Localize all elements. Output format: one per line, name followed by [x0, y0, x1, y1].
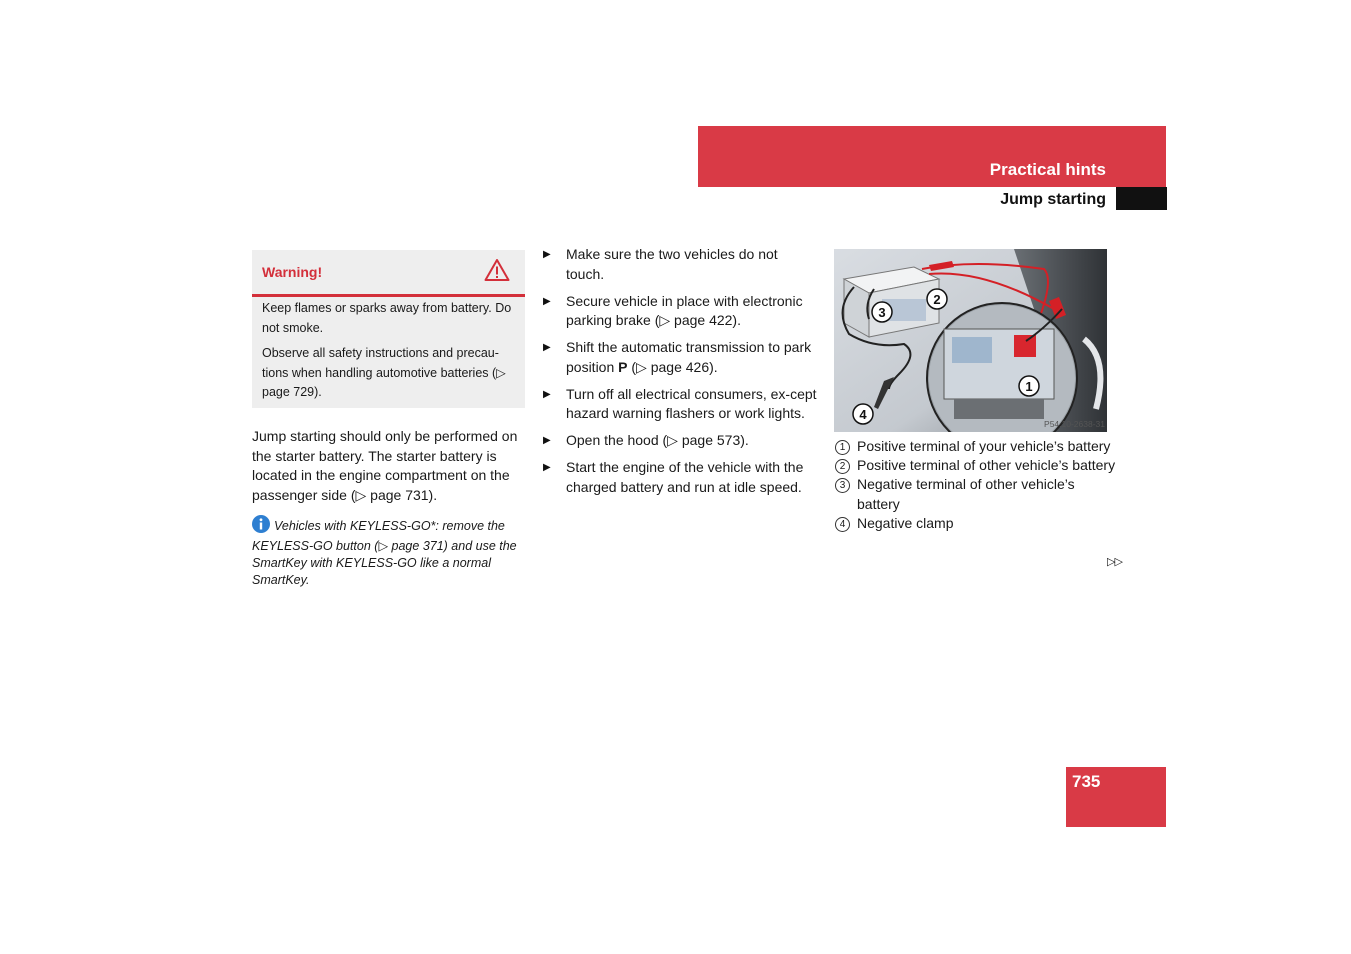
step-text: Start the engine of the vehicle with the charged battery and run at idle speed.	[566, 459, 804, 495]
figure-code: P54.10-2638-31	[1044, 419, 1105, 429]
callout-number: 4	[859, 407, 867, 422]
step-bullet-icon: ▶	[543, 435, 551, 447]
jump-start-illustration	[834, 249, 1107, 432]
instruction-steps	[543, 245, 818, 505]
legend-number: 2	[835, 459, 850, 474]
step-text: Secure vehicle in place with electronic parking brake (▷ page 422).	[566, 292, 803, 329]
step-bullet-icon: ▶	[543, 342, 551, 354]
legend-number: 3	[835, 478, 850, 493]
section-title: Practical hints	[989, 160, 1106, 179]
battery-diagram	[834, 249, 1107, 432]
step-item	[543, 385, 818, 424]
warning-paragraph: Observe all safety instructions and precau-tions when handling automotive batteries (▷ page 729).	[262, 346, 506, 399]
figure-legend	[834, 437, 1134, 533]
subsection-title: Jump starting	[1000, 191, 1106, 208]
step-bullet-icon: ▶	[543, 295, 551, 307]
callout-number: 1	[1025, 379, 1033, 394]
step-text: Turn off all electrical consumers, ex-cept hazard warning flashers or work lights.	[566, 385, 817, 422]
callout-3	[872, 302, 892, 322]
legend-text: Negative clamp	[857, 514, 954, 531]
step-bullet-icon: ▶	[543, 462, 551, 474]
legend-number: 1	[835, 440, 850, 455]
page-number: 735	[1072, 772, 1101, 791]
legend-text: Positive terminal of your vehicle’s battery	[857, 438, 1111, 454]
info-note-text: Vehicles with KEYLESS-GO*: remove the KEYLESS-GO button (▷ page 371) and use the SmartKey with KEYLESS-GO like a normal SmartKey.	[252, 519, 517, 587]
warning-title: Warning!	[262, 264, 323, 280]
intro-paragraph: Jump starting should only be performed on the starter battery. The starter battery is located in the engine compartment on the passenger side (▷ page 731).	[252, 428, 518, 503]
callout-number: 2	[933, 292, 941, 307]
legend-item	[834, 437, 1117, 456]
step-text: Make sure the two vehicles do not touch.	[566, 246, 778, 282]
step-item	[543, 245, 818, 284]
warning-header	[252, 250, 525, 297]
step-item	[543, 458, 818, 497]
step-item	[543, 431, 818, 451]
step-item	[543, 338, 818, 377]
callout-2	[927, 289, 947, 309]
info-note	[252, 515, 528, 589]
header-tab-marker	[1116, 187, 1167, 210]
step-bullet-icon: ▶	[543, 249, 551, 260]
callout-number: 3	[878, 305, 886, 320]
warning-triangle-icon	[484, 258, 510, 287]
continued-icon: ▷▷	[1107, 556, 1122, 568]
legend-item	[834, 514, 1117, 533]
step-bullet-icon: ▶	[543, 388, 551, 400]
step-text: Shift the automatic transmission to park position	[566, 339, 812, 375]
gear-position-label: P	[618, 358, 628, 375]
legend-number: 4	[835, 517, 850, 532]
step-text-suffix: (▷ page 426).	[627, 358, 718, 375]
legend-text: Positive terminal of other vehicle’s battery	[857, 457, 1116, 474]
callout-4	[853, 404, 873, 424]
warning-box	[252, 250, 525, 408]
info-icon	[252, 515, 270, 538]
callout-1	[1019, 376, 1039, 396]
warning-paragraph: Keep flames or sparks away from battery. Do not smoke.	[262, 301, 512, 335]
step-item	[543, 292, 818, 331]
step-text: Open the hood (▷ page 573).	[566, 432, 749, 449]
legend-item	[834, 475, 1117, 513]
legend-item	[834, 456, 1117, 475]
legend-text: Negative terminal of other vehicle’s battery	[857, 476, 1075, 512]
